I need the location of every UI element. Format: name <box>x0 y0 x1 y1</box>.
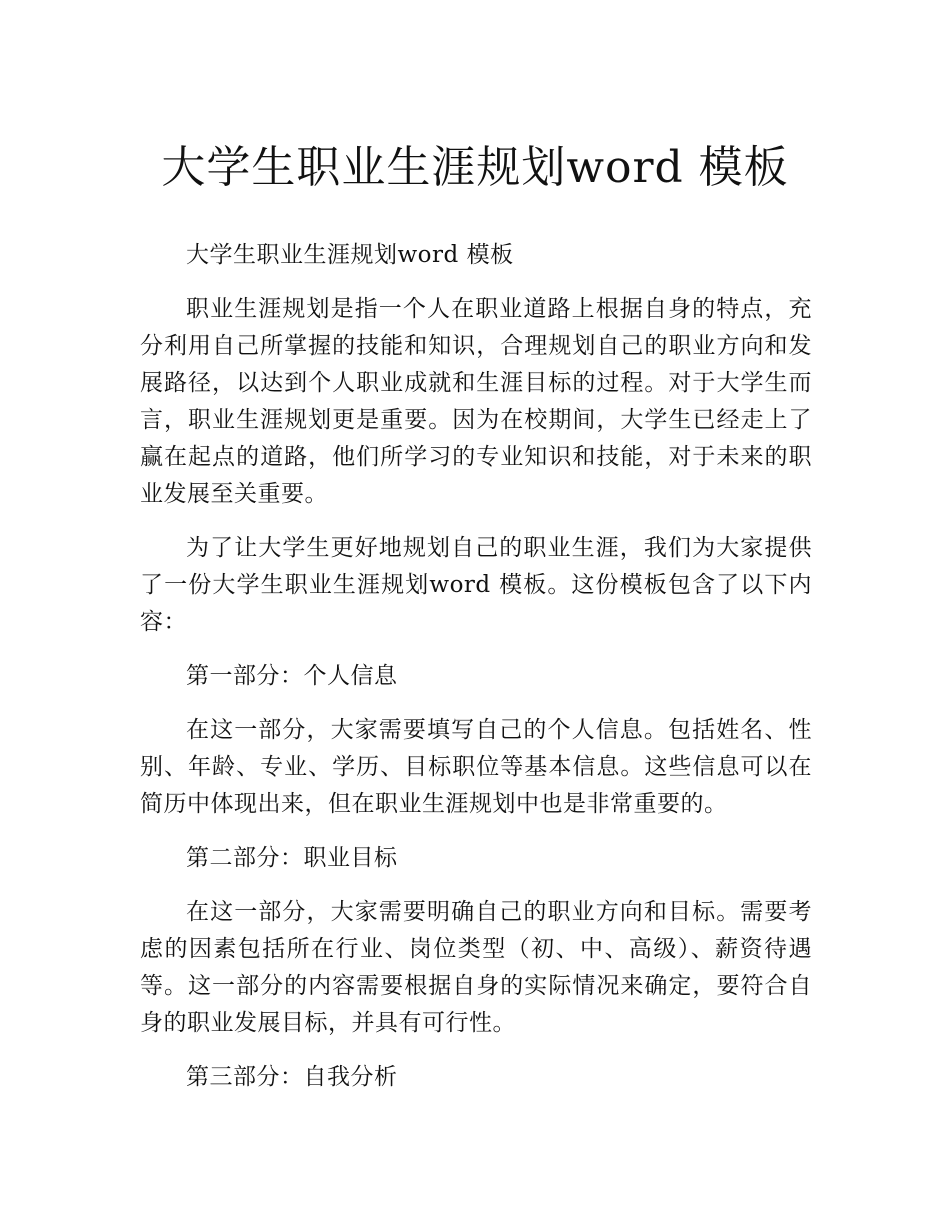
personal-info-paragraph: 在这一部分，大家需要填写自己的个人信息。包括姓名、性别、年龄、专业、学历、目标职位等基本信息。这些信息可以在简历中体现出来，但在职业生涯规划中也是非常重要的。 <box>140 717 812 817</box>
subtitle-paragraph: 大学生职业生涯规划word 模板 <box>186 242 514 268</box>
section-heading-self-analysis: 第三部分：自我分析 <box>186 1064 398 1090</box>
section-heading-career-goal: 第二部分：职业目标 <box>186 845 398 871</box>
career-goal-paragraph: 在这一部分，大家需要明确自己的职业方向和目标。需要考虑的因素包括所在行业、岗位类型（初、中、高级）、薪资待遇等。这一部分的内容需要根据自身的实际情况来确定，要符合自身的职业发展目标，并具有可行性。 <box>140 899 812 1036</box>
document-title: 大学生职业生涯规划word 模板 <box>161 142 789 193</box>
template-intro-paragraph: 为了让大学生更好地规划自己的职业生涯，我们为大家提供了一份大学生职业生涯规划word 模板。这份模板包含了以下内容： <box>140 535 812 635</box>
document-body <box>140 237 812 1113</box>
section-heading-personal-info: 第一部分：个人信息 <box>186 663 398 689</box>
intro-paragraph: 职业生涯规划是指一个人在职业道路上根据自身的特点，充分利用自己所掌握的技能和知识，合理规划自己的职业方向和发展路径，以达到个人职业成就和生涯目标的过程。对于大学生而言，职业生涯规划更是重要。因为在校期间，大学生已经走上了赢在起点的道路，他们所学习的专业知识和技能，对于未来的职业发展至关重要。 <box>140 296 812 507</box>
